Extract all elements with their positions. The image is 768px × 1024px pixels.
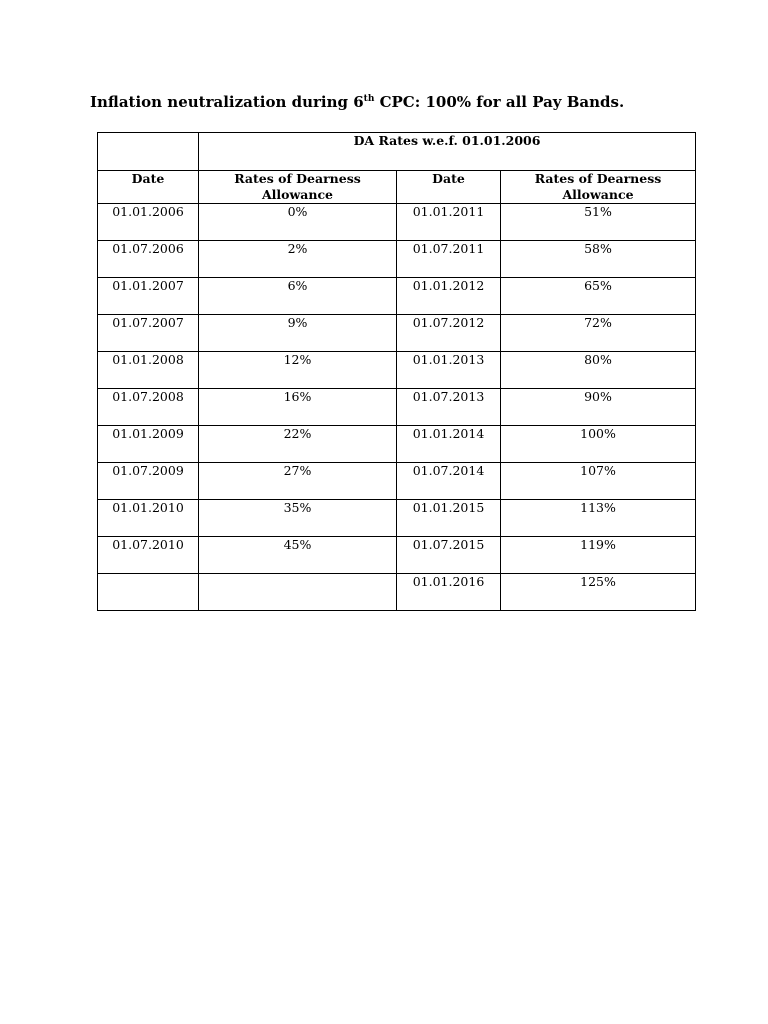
table-header-row	[98, 171, 696, 204]
table-row	[98, 537, 696, 574]
rate-cell: 107%	[501, 463, 696, 500]
rate-cell: 22%	[199, 426, 397, 463]
date-cell: 01.07.2008	[98, 389, 199, 426]
blank-caption-cell	[98, 133, 199, 171]
date-cell: 01.01.2009	[98, 426, 199, 463]
heading-superscript: th	[363, 94, 375, 104]
rate-cell: 27%	[199, 463, 397, 500]
table-row	[98, 500, 696, 537]
date-cell: 01.01.2010	[98, 500, 199, 537]
rate-cell: 45%	[199, 537, 397, 574]
rate-cell: 0%	[199, 204, 397, 241]
da-rates-table	[97, 132, 696, 611]
rate-cell: 125%	[501, 574, 696, 611]
date-cell: 01.07.2006	[98, 241, 199, 278]
rate-cell	[199, 574, 397, 611]
date-cell: 01.01.2015	[397, 500, 501, 537]
rate-cell: 119%	[501, 537, 696, 574]
date-cell: 01.01.2014	[397, 426, 501, 463]
heading-prefix: Inflation neutralization during 6	[90, 93, 364, 111]
date-cell	[98, 574, 199, 611]
document-heading	[90, 93, 624, 111]
rate-cell: 35%	[199, 500, 397, 537]
rate-cell: 16%	[199, 389, 397, 426]
rate-cell: 9%	[199, 315, 397, 352]
heading-suffix: CPC: 100% for all Pay Bands.	[374, 93, 625, 111]
rate-cell: 2%	[199, 241, 397, 278]
rate-cell: 51%	[501, 204, 696, 241]
date-cell: 01.07.2009	[98, 463, 199, 500]
date-cell: 01.07.2015	[397, 537, 501, 574]
date-cell: 01.01.2007	[98, 278, 199, 315]
rate-cell: 58%	[501, 241, 696, 278]
table-row	[98, 574, 696, 611]
table-row	[98, 389, 696, 426]
table-caption: DA Rates w.e.f. 01.01.2006	[199, 133, 696, 171]
table-row	[98, 315, 696, 352]
column-header-date-1: Date	[98, 171, 199, 204]
date-cell: 01.07.2011	[397, 241, 501, 278]
date-cell: 01.01.2011	[397, 204, 501, 241]
date-cell: 01.07.2007	[98, 315, 199, 352]
table-row	[98, 241, 696, 278]
table-row	[98, 426, 696, 463]
rate-cell: 100%	[501, 426, 696, 463]
date-cell: 01.01.2016	[397, 574, 501, 611]
table-row	[98, 278, 696, 315]
rate-cell: 6%	[199, 278, 397, 315]
rate-cell: 113%	[501, 500, 696, 537]
date-cell: 01.07.2013	[397, 389, 501, 426]
date-cell: 01.07.2014	[397, 463, 501, 500]
rate-cell: 65%	[501, 278, 696, 315]
rate-cell: 80%	[501, 352, 696, 389]
rate-cell: 12%	[199, 352, 397, 389]
rate-cell: 72%	[501, 315, 696, 352]
table-row	[98, 352, 696, 389]
date-cell: 01.01.2006	[98, 204, 199, 241]
date-cell: 01.01.2013	[397, 352, 501, 389]
date-cell: 01.01.2008	[98, 352, 199, 389]
rate-cell: 90%	[501, 389, 696, 426]
column-header-date-2: Date	[397, 171, 501, 204]
column-header-rate-1: Rates of Dearness Allowance	[199, 171, 397, 204]
table-row	[98, 204, 696, 241]
table-caption-row	[98, 133, 696, 171]
date-cell: 01.07.2010	[98, 537, 199, 574]
date-cell: 01.01.2012	[397, 278, 501, 315]
date-cell: 01.07.2012	[397, 315, 501, 352]
column-header-rate-2: Rates of Dearness Allowance	[501, 171, 696, 204]
table-row	[98, 463, 696, 500]
